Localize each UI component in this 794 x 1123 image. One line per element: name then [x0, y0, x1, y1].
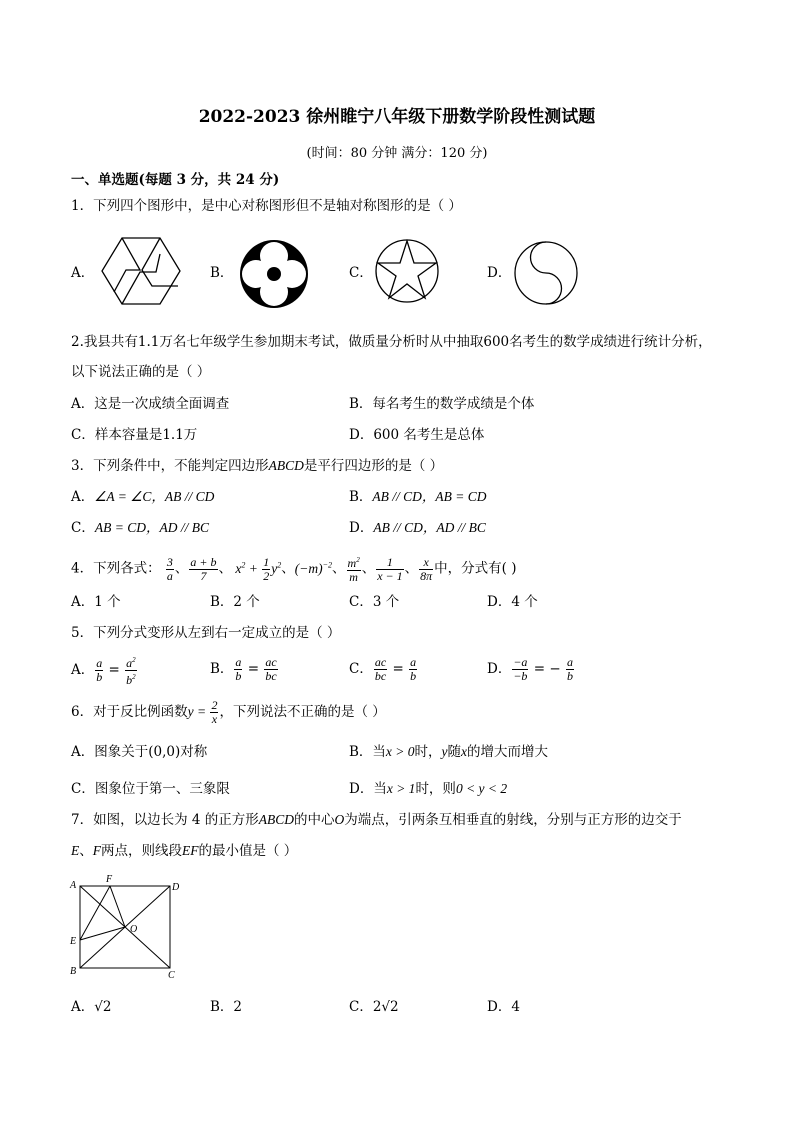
page-title: 2022-2023 徐州睢宁八年级下册数学阶段性测试题	[198, 107, 596, 127]
q6-b-post: 的增大而增大	[467, 744, 549, 760]
q3-option-c-math: AB = CD，AD // BC	[94, 520, 209, 535]
fraction-3-over-a: $\frac{3}{a}$	[166, 554, 173, 583]
q5-option-c: C． $\frac{ac}{bc}$ = $\frac{a}{b}$	[349, 655, 417, 683]
q5-option-b-label: B．	[210, 661, 234, 677]
q5-option-c-label: C．	[349, 661, 373, 677]
q6-option-a: A．图象关于(0,0)对称	[71, 744, 208, 760]
figure-label-e: E	[70, 936, 77, 947]
q6-option-b	[349, 743, 548, 761]
question-2-stem-line1: 2.我县共有1.1万名七年级学生参加期末考试，做质量分析时从中抽取600名考生的数学成绩进行统计分析，	[71, 334, 712, 350]
fraction-a-plus-b-over-7: $\frac{a + b}{7}$	[190, 554, 217, 583]
q7-line2-sep: 、	[79, 843, 93, 859]
q5-option-d-label: D．	[487, 661, 512, 677]
expr-neg-m-power: $(-m)^{-2}$	[294, 560, 333, 576]
figure-label-o: O	[130, 924, 138, 935]
fraction-a-over-b: $\frac{a}{b}$	[566, 655, 573, 683]
fraction-ac-over-bc: $\frac{ac}{bc}$	[265, 655, 277, 683]
q4-stem-pre: 4．下列各式：	[71, 560, 161, 577]
question-7-stem-line2	[71, 842, 297, 860]
square-abcd-figure	[66, 872, 186, 982]
question-2-stem-line2: 以下说法正确的是（ ）	[71, 364, 211, 380]
page-subtitle: (时间：80 分钟 满分：120 分)	[306, 146, 488, 161]
q6-b-pre: B．当	[349, 744, 386, 760]
q6-b-mid: 时，	[414, 744, 442, 760]
q3-stem-pre: 3．下列条件中，不能判定四边形	[71, 458, 269, 474]
q6-d-pre: D．当	[349, 781, 387, 797]
q6-d-math1: x > 1	[386, 781, 416, 796]
q3-stem-abcd: ABCD	[268, 458, 304, 473]
figure-label-d: D	[172, 882, 180, 893]
q1-option-c-label: C．	[349, 265, 373, 281]
fraction-a-over-b: $\frac{a}{b}$	[235, 655, 242, 683]
q6-d-mid: 时，则	[415, 781, 456, 797]
figure-label-f: F	[106, 874, 113, 885]
q2-option-b: B．每名考生的数学成绩是个体	[349, 396, 535, 412]
q3-option-c	[71, 519, 209, 537]
q2-option-a: A．这是一次成绩全面调查	[71, 396, 230, 412]
fraction-1-over-2: $\frac{1}{2}$	[263, 554, 270, 583]
q4-option-b: B．2 个	[210, 594, 260, 610]
q3-option-a-math: ∠A = ∠C，AB // CD	[94, 489, 215, 504]
q6-b-math1: x > 0	[385, 744, 415, 759]
figure-label-c: C	[168, 970, 175, 981]
q6-function-y: y =	[187, 704, 210, 719]
q4-stem-post: 中，分式有( )	[434, 560, 517, 577]
q7-line2-end: 的最小值是（ ）	[198, 843, 298, 859]
q2-option-c: C．样本容量是1.1万	[71, 427, 198, 443]
q6-option-d	[349, 780, 507, 798]
star-in-circle-figure	[374, 238, 440, 304]
q3-option-b	[349, 488, 487, 506]
q3-option-d	[349, 519, 486, 537]
fraction-1-over-x-minus-1: $\frac{1}{x - 1}$	[377, 554, 403, 583]
q7-o: O	[334, 812, 345, 827]
fraction-a-over-b: $\frac{a}{b}$	[96, 656, 103, 684]
question-7-stem-line1	[71, 811, 682, 829]
q6-stem-pre: 6．对于反比例函数	[71, 704, 188, 720]
question-5-stem: 5．下列分式变形从左到右一定成立的是（ ）	[71, 625, 341, 641]
q6-stem-post: ，下列说法不正确的是（ ）	[219, 704, 386, 720]
q7-option-b: B．2	[210, 999, 243, 1015]
question-6-stem	[71, 697, 386, 727]
q6-option-c: C．图象位于第一、三象限	[71, 781, 230, 797]
q7-line1-pre: 7．如图，以边长为 4 的正方形	[71, 812, 259, 828]
q3-option-d-math: AB // CD，AD // BC	[373, 520, 486, 535]
q7-option-a: A．√2	[71, 999, 112, 1015]
q7-option-c: C．2√2	[349, 999, 399, 1015]
recycle-hexagon-figure	[100, 236, 182, 306]
q5-option-a: A． $\frac{a}{b}$ = $\frac{a^2}{b^2}$	[71, 656, 136, 687]
q3-stem-post: 是平行四边形的是（ ）	[303, 458, 444, 474]
fraction-2-over-x: $\frac{2}{x}$	[211, 698, 218, 726]
four-petal-circle-figure	[238, 238, 310, 310]
q7-e: E	[71, 843, 80, 858]
q6-b-math3: x	[461, 744, 468, 759]
q7-option-d: D．4	[487, 999, 520, 1015]
q7-line1-mid: 的中心	[294, 812, 335, 828]
q7-line2-post: 两点，则线段	[101, 843, 182, 859]
q3-option-c-label: C．	[71, 520, 95, 536]
q6-b-mid2: 随	[447, 744, 462, 760]
fraction-ac-over-bc: $\frac{ac}{bc}$	[374, 655, 387, 683]
q7-abcd: ABCD	[258, 812, 295, 827]
q2-option-d: D．600 名考生是总体	[349, 427, 485, 443]
question-4-stem: 4．下列各式： $\frac{3}{a}$ 、 $\frac{a + b}{7}$ 、 $x^2$ + $\frac{1}{2}$ $y^2$、$(-m)^{-2}$、 $\frac{m^2}{m}$ 、 $\frac{1}{x - 1}$ 、 $\frac{x}{8\pi}$ 中，分式有( )	[71, 554, 517, 584]
q4-option-a: A．1 个	[71, 594, 121, 610]
fraction-m2-over-m: $\frac{m^2}{m}$	[347, 556, 360, 584]
q4-option-c: C．3 个	[349, 594, 400, 610]
q1-option-d-label: D．	[487, 265, 512, 281]
q1-option-a-label: A．	[71, 265, 95, 281]
q3-option-b-math: AB // CD，AB = CD	[372, 489, 487, 504]
expr-y-squared: $y^2$	[271, 560, 282, 576]
q7-f: F	[92, 843, 101, 858]
question-3-stem	[71, 457, 443, 475]
q1-option-b-label: B．	[210, 265, 234, 281]
figure-label-a: A	[70, 880, 77, 891]
question-1-stem: 1．下列四个图形中，是中心对称图形但不是轴对称图形的是（ ）	[71, 198, 462, 214]
q7-ef: EF	[182, 843, 199, 858]
q3-option-d-label: D．	[349, 520, 374, 536]
yin-yang-figure	[513, 240, 579, 306]
q5-option-a-label: A．	[71, 662, 95, 678]
q3-option-a	[71, 488, 214, 506]
q5-option-b: B． $\frac{a}{b}$ = $\frac{ac}{bc}$	[210, 655, 277, 683]
q6-d-math2: 0 < y < 2	[455, 781, 508, 796]
figure-label-b: B	[70, 966, 77, 977]
fraction-x-over-8pi: $\frac{x}{8\pi}$	[420, 554, 433, 583]
fraction-a-over-b: $\frac{a}{b}$	[410, 655, 417, 683]
expr-x-squared: $x^2$ +	[232, 560, 262, 576]
q6-b-math2: y	[441, 744, 448, 759]
q5-option-d: D． $\frac{-a}{-b}$ = − $\frac{a}{b}$	[487, 655, 573, 683]
fraction-a2-over-b2: $\frac{a^2}{b^2}$	[126, 656, 136, 687]
q7-line1-post: 为端点，引两条互相垂直的射线，分别与正方形的边交于	[344, 812, 682, 828]
q3-option-b-label: B．	[349, 489, 373, 505]
fraction-neg-a-over-neg-b: $\frac{-a}{-b}$	[513, 655, 528, 683]
q3-option-a-label: A．	[71, 489, 95, 505]
q4-option-d: D．4 个	[487, 594, 538, 610]
section-heading: 一、单选题(每题 3 分，共 24 分)	[71, 172, 280, 188]
